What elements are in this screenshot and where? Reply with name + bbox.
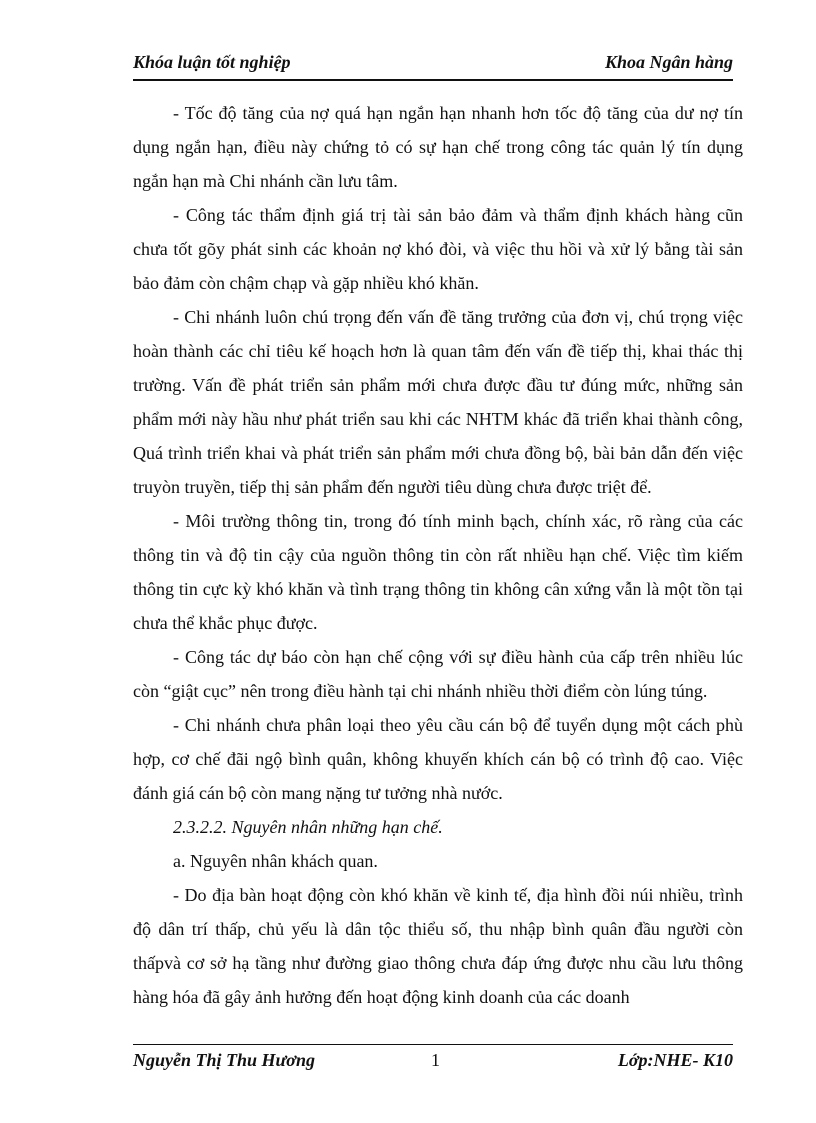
page-header	[133, 50, 733, 78]
header-thesis-title: Khóa luận tốt nghiệp	[133, 52, 291, 72]
page-footer	[133, 1050, 733, 1076]
header-faculty: Khoa Ngân hàng	[604, 52, 733, 72]
footer-class: Lớp:NHE- K10	[617, 1050, 733, 1070]
paragraph-3: - Chi nhánh luôn chú trọng đến vấn đề tăng trưởng của đơn vị, chú trọng việc hoàn thành các chỉ tiêu kế hoạch hơn là quan tâm đến vấn đề tiếp thị, khai thác thị trường. Vấn đề phát triển sản phẩm mới chưa được đầu tư đúng mức, những sản phẩm mới này hầu như phát triển sau khi các NHTM khác đã triển khai thành công, Quá trình triển khai và phát triển sản phẩm mới chưa đồng bộ, bài bản dẫn đến việc truyòn truyền, tiếp thị sản phẩm đến người tiêu dùng chưa được triệt để.	[133, 307, 743, 497]
paragraph-2: - Công tác thẩm định giá trị tài sản bảo đảm và thẩm định khách hàng cũn chưa tốt gõy phát sinh các khoản nợ khó đòi, và việc thu hồi và xử lý bằng tài sản bảo đảm còn chậm chạp và gặp nhiều khó khăn.	[133, 205, 743, 293]
section-heading: 2.3.2.2. Nguyên nhân những hạn chế.	[173, 817, 443, 837]
footer-author: Nguyễn Thị Thu Hương	[133, 1050, 315, 1070]
page-number: 1	[431, 1050, 440, 1070]
paragraph-4: - Môi trường thông tin, trong đó tính minh bạch, chính xác, rõ ràng của các thông tin và độ tin cậy của nguồn thông tin còn rất nhiều hạn chế. Việc tìm kiếm thông tin cực kỳ khó khăn và tình trạng thông tin không cân xứng vẫn là một tồn tại chưa thể khắc phục được.	[133, 511, 743, 633]
header-rule	[133, 79, 733, 81]
paragraph-1: - Tốc độ tăng của nợ quá hạn ngắn hạn nhanh hơn tốc độ tăng của dư nợ tín dụng ngắn hạn, điều này chứng tỏ có sự hạn chế trong công tác quản lý tín dụng ngắn hạn mà Chi nhánh cần lưu tâm.	[133, 103, 743, 191]
footer-rule	[133, 1044, 733, 1045]
paragraph-7: - Do địa bàn hoạt động còn khó khăn về kinh tế, địa hình đồi núi nhiều, trình độ dân trí thấp, chủ yếu là dân tộc thiểu số, thu nhập bình quân đầu người còn thấpvà cơ sở hạ tầng như đường giao thông chưa đáp ứng được nhu cầu lưu thông hàng hóa đã gây ảnh hưởng đến hoạt động kinh doanh của các doanh	[133, 885, 743, 1007]
subsection-heading: a. Nguyên nhân khách quan.	[173, 851, 378, 871]
paragraph-6: - Chi nhánh chưa phân loại theo yêu cầu cán bộ để tuyển dụng một cách phù hợp, cơ chế đãi ngộ bình quân, không khuyến khích cán bộ có trình độ cao. Việc đánh giá cán bộ còn mang nặng tư tưởng nhà nước.	[133, 715, 743, 803]
document-body	[133, 96, 743, 1014]
paragraph-5: - Công tác dự báo còn hạn chế cộng với sự điều hành của cấp trên nhiều lúc còn “giật cục” nên trong điều hành tại chi nhánh nhiều thời điểm còn lúng túng.	[133, 647, 743, 701]
